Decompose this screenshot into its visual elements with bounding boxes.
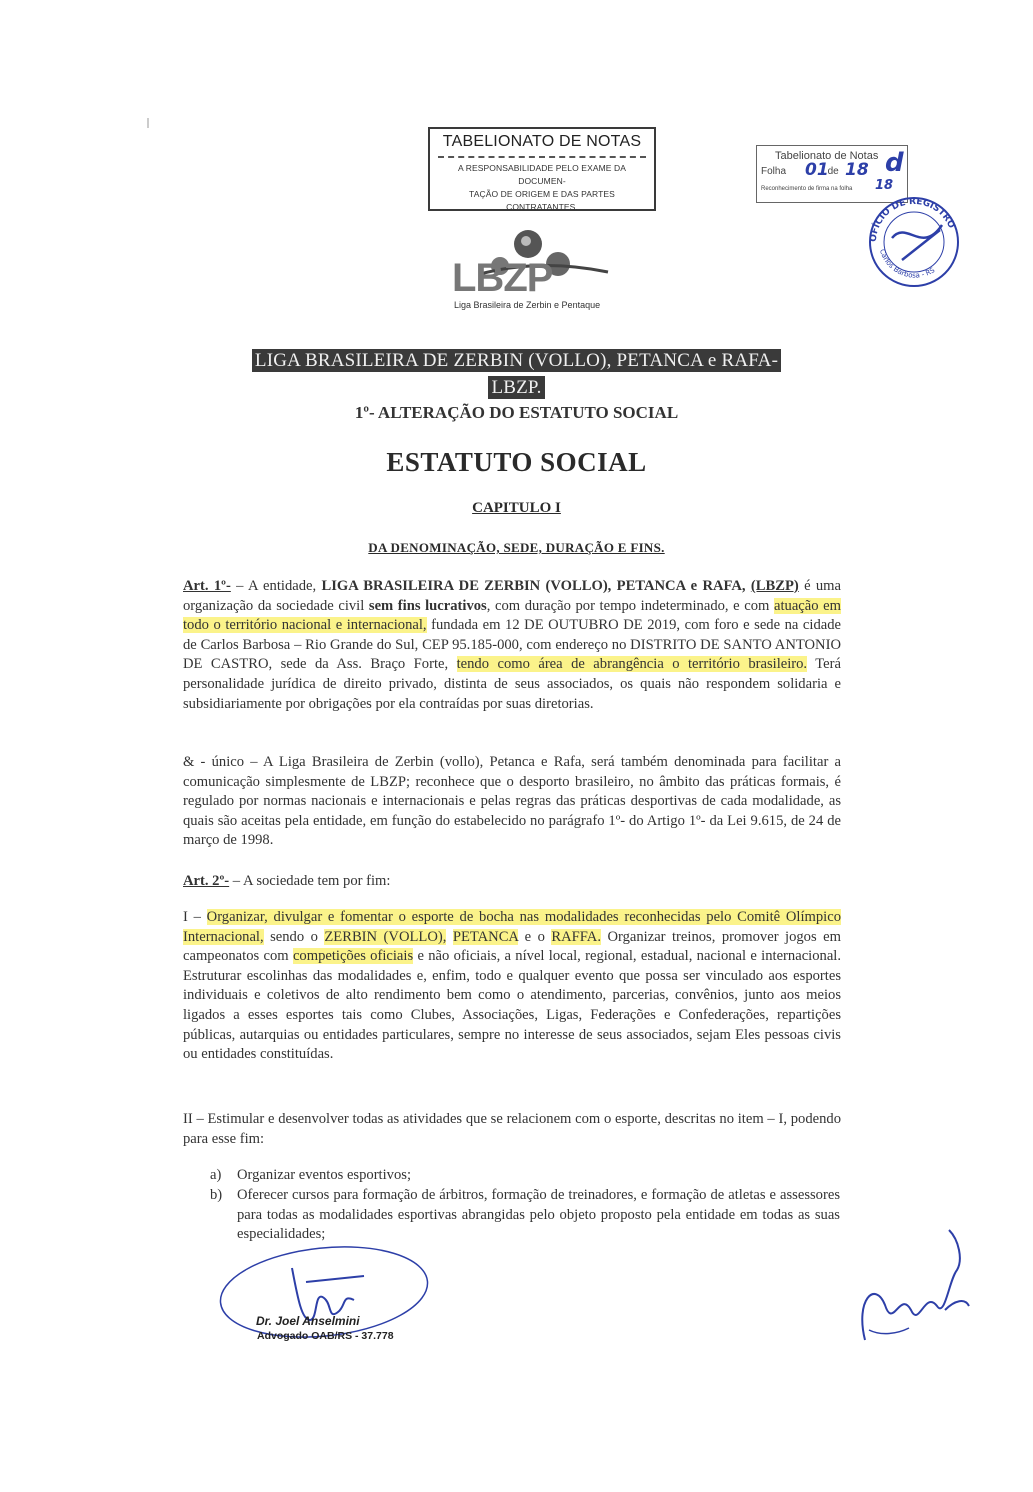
notary-stamp bbox=[428, 127, 656, 211]
handwritten-folha: 01 bbox=[805, 160, 829, 180]
stamp-divider bbox=[438, 156, 646, 158]
sole-paragraph: & - único – A Liga Brasileira de Zerbin (vollo), Petanca e Rafa, será também denominada para facilitar a comunicação simplesmente de LBZP; reconhece que o desporto brasileiro, no âmbito das práticas formais, é regulado por normas nacionais e internacionais e pelas regras das práticas desportivas de cada modalidade, as quais são aceitas pela entidade, em função do estabelecido no parágrafo 1º- do Artigo 1º- da Lei 9.615, de 24 de março de 1998. bbox=[183, 754, 841, 849]
scan-mark bbox=[145, 118, 151, 128]
document-title: ESTATUTO SOCIAL bbox=[386, 447, 647, 477]
amendment-title: 1º- ALTERAÇÃO DO ESTATUTO SOCIAL bbox=[354, 403, 679, 422]
chapter-heading: CAPITULO I bbox=[472, 500, 561, 516]
seal-top-text: OFÍCIO DE REGISTRO bbox=[868, 196, 957, 243]
folha-text: Folha bbox=[761, 166, 787, 177]
list-item-label: a) bbox=[210, 1167, 222, 1183]
notary-stamp-line1: A RESPONSABILIDADE PELO EXAME DA DOCUMEN- bbox=[457, 163, 627, 186]
notary-box-title: Tabelionato de Notas bbox=[775, 150, 879, 162]
handwritten-mark: d bbox=[885, 148, 904, 178]
logo-text: LBZP bbox=[452, 256, 553, 300]
notary-stamp-line2: TAÇÃO DE ORIGEM E DAS PARTES CONTRATANTES. bbox=[469, 189, 615, 212]
lawyer-name: Dr. Joel Anselmini bbox=[256, 1314, 360, 1328]
list-item-text: Oferecer cursos para formação de árbitros, formação de treinadores, e formação de atletas e assessores para todas as modalidades esportivas abrangidas pelo objeto proposto pela entidade em todas as suas especialidades; bbox=[237, 1187, 840, 1243]
recon-label: Reconhecimento de firma na folha bbox=[761, 186, 853, 192]
article-2: Art. 2º- – A sociedade tem por fim: bbox=[183, 873, 391, 889]
rubric-signature bbox=[845, 1210, 975, 1360]
logo-caption: Liga Brasileira de Zerbin e Pentaque bbox=[454, 300, 601, 310]
svg-text:Carlos Barbosa - RS bbox=[878, 248, 937, 279]
handwritten-de: 18 bbox=[845, 160, 869, 180]
org-name-line2: LBZP. bbox=[0, 377, 1033, 399]
de-text: de bbox=[827, 166, 839, 177]
list-item-label: b) bbox=[210, 1187, 223, 1203]
org-name-line1: LIGA BRASILEIRA DE ZERBIN (VOLLO), PETANCA e RAFA- bbox=[0, 350, 1033, 372]
article-1: Art. 1º- – A entidade, LIGA BRASILEIRA DE ZERBIN (VOLLO), PETANCA e RAFA, (LBZP) é uma organização da sociedade civil sem fins lucrativos, com duração por tempo indeterminado, e com atuação em todo o território nacional e internacional, fundada em 12 DE OUTUBRO DE 2019, com foro e sede na cidade de Carlos Barbosa – Rio Grande do Sul, CEP 95.185-000, com endereço no DISTRITO DE SANTO ANTONIO DE CASTRO, sede da Ass. Braço Forte, tendo como área de abrangência o território brasileiro. Terá personalidade jurídica de direito privado, distinta de seus associados, os quais não respondem solidaria e subsidiariamente por obrigações por ela contraídas por suas diretorias. bbox=[183, 578, 842, 712]
list-item-text: Organizar eventos esportivos; bbox=[237, 1167, 411, 1183]
item-2: II – Estimular e desenvolver todas as atividades que se relacionem com o esporte, descritas no item – I, podendo para esse fim: bbox=[183, 1111, 841, 1147]
seal-bottom-text: Carlos Barbosa - RS bbox=[877, 248, 937, 280]
lawyer-oab: Advogado OAB/RS - 37.778 bbox=[257, 1330, 394, 1342]
registry-seal bbox=[862, 180, 962, 292]
lbzp-logo bbox=[440, 222, 620, 314]
notary-stamp-title: TABELIONATO DE NOTAS bbox=[442, 133, 642, 150]
item-1: I – Organizar, divulgar e fomentar o esporte de bocha nas modalidades reconhecidas pelo Comitê Olímpico Internacional, sendo o ZERBIN (VOLLO), PETANCA e o RAFFA. Organizar treinos, promover jogos em campeonatos com competições oficiais e não oficiais, a nível local, regional, estadual, nacional e internacional. Estruturar escolinhas das modalidades e, enfim, todo e qualquer evento que possa ser vinculado aos esportes individuais e coletivos de alto rendimento bem como o atendimento, parcerias, convênios, junto aos meios ligados a esses esportes tais como Clubes, Associações, Ligas, Federações e Confederações, repartições públicas, autarquias ou entidades particulares, sempre no interesse de seus associados, sejam Eles pessoas civis ou entidades constituídas. bbox=[183, 909, 841, 1063]
handwritten-recon: 18 bbox=[875, 178, 894, 193]
section-heading: DA DENOMINAÇÃO, SEDE, DURAÇÃO E FINS. bbox=[368, 540, 665, 555]
